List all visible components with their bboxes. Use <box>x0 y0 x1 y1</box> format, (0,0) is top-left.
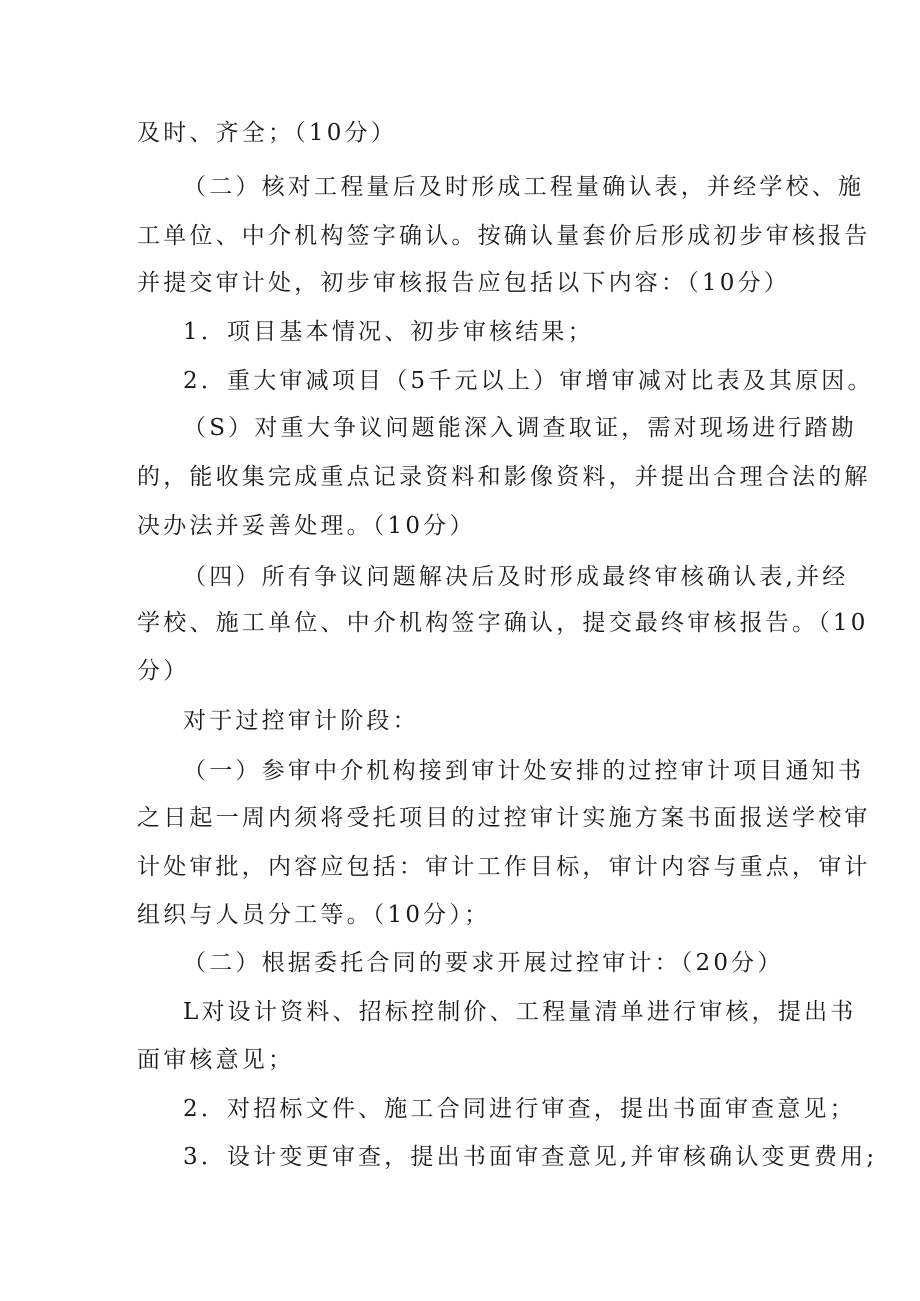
text-line-12: 分） <box>137 658 190 684</box>
text-line-10: （四）所有争议问题解决后及时形成最终审核确认表,并经 <box>183 564 849 590</box>
text-line-2: （二）核对工程量后及时形成工程量确认表，并经学校、施 <box>183 174 865 200</box>
text-line-3: 工单位、中介机构签字确认。按确认量套价后形成初步审核报告 <box>137 223 871 249</box>
text-line-6: 2．重大审减项目（5千元以上）审增审减对比表及其原因。 <box>183 368 874 394</box>
text-line-21: 2．对招标文件、施工合同进行审查，提出书面审查意见； <box>183 1096 856 1122</box>
text-line-20: 面审核意见； <box>137 1047 295 1073</box>
text-line-14: （一）参审中介机构接到审计处安排的过控审计项目通知书 <box>183 758 865 784</box>
text-line-1: 及时、齐全；（10分） <box>137 120 397 146</box>
text-line-18: （二）根据委托合同的要求开展过控审计：（20分） <box>183 950 784 976</box>
text-line-17: 组织与人员分工等。（10分）； <box>137 902 491 928</box>
text-line-8: 的，能收集完成重点记录资料和影像资料，并提出合理合法的解 <box>137 464 871 490</box>
text-line-9: 决办法并妥善处理。（10分） <box>137 513 476 539</box>
text-line-19: L对设计资料、招标控制价、工程量清单进行审核，提出书 <box>183 999 857 1025</box>
text-line-22: 3．设计变更审查，提出书面审查意见,并审核确认变更费用; <box>183 1144 878 1170</box>
text-line-4: 并提交审计处，初步审核报告应包括以下内容：（10分） <box>137 270 790 296</box>
text-line-13: 对于过控审计阶段： <box>183 708 419 734</box>
text-line-5: 1．项目基本情况、初步审核结果； <box>183 319 594 345</box>
text-line-11: 学校、施工单位、中介机构签字确认，提交最终审核报告。（10 <box>137 610 869 636</box>
text-line-16: 计处审批，内容应包括：审计工作目标，审计内容与重点，审计 <box>137 854 871 880</box>
text-line-7: （S）对重大争议问题能深入调查取证，需对现场进行踏勘 <box>183 415 857 441</box>
text-line-15: 之日起一周内须将受托项目的过控审计实施方案书面报送学校审 <box>137 805 871 831</box>
